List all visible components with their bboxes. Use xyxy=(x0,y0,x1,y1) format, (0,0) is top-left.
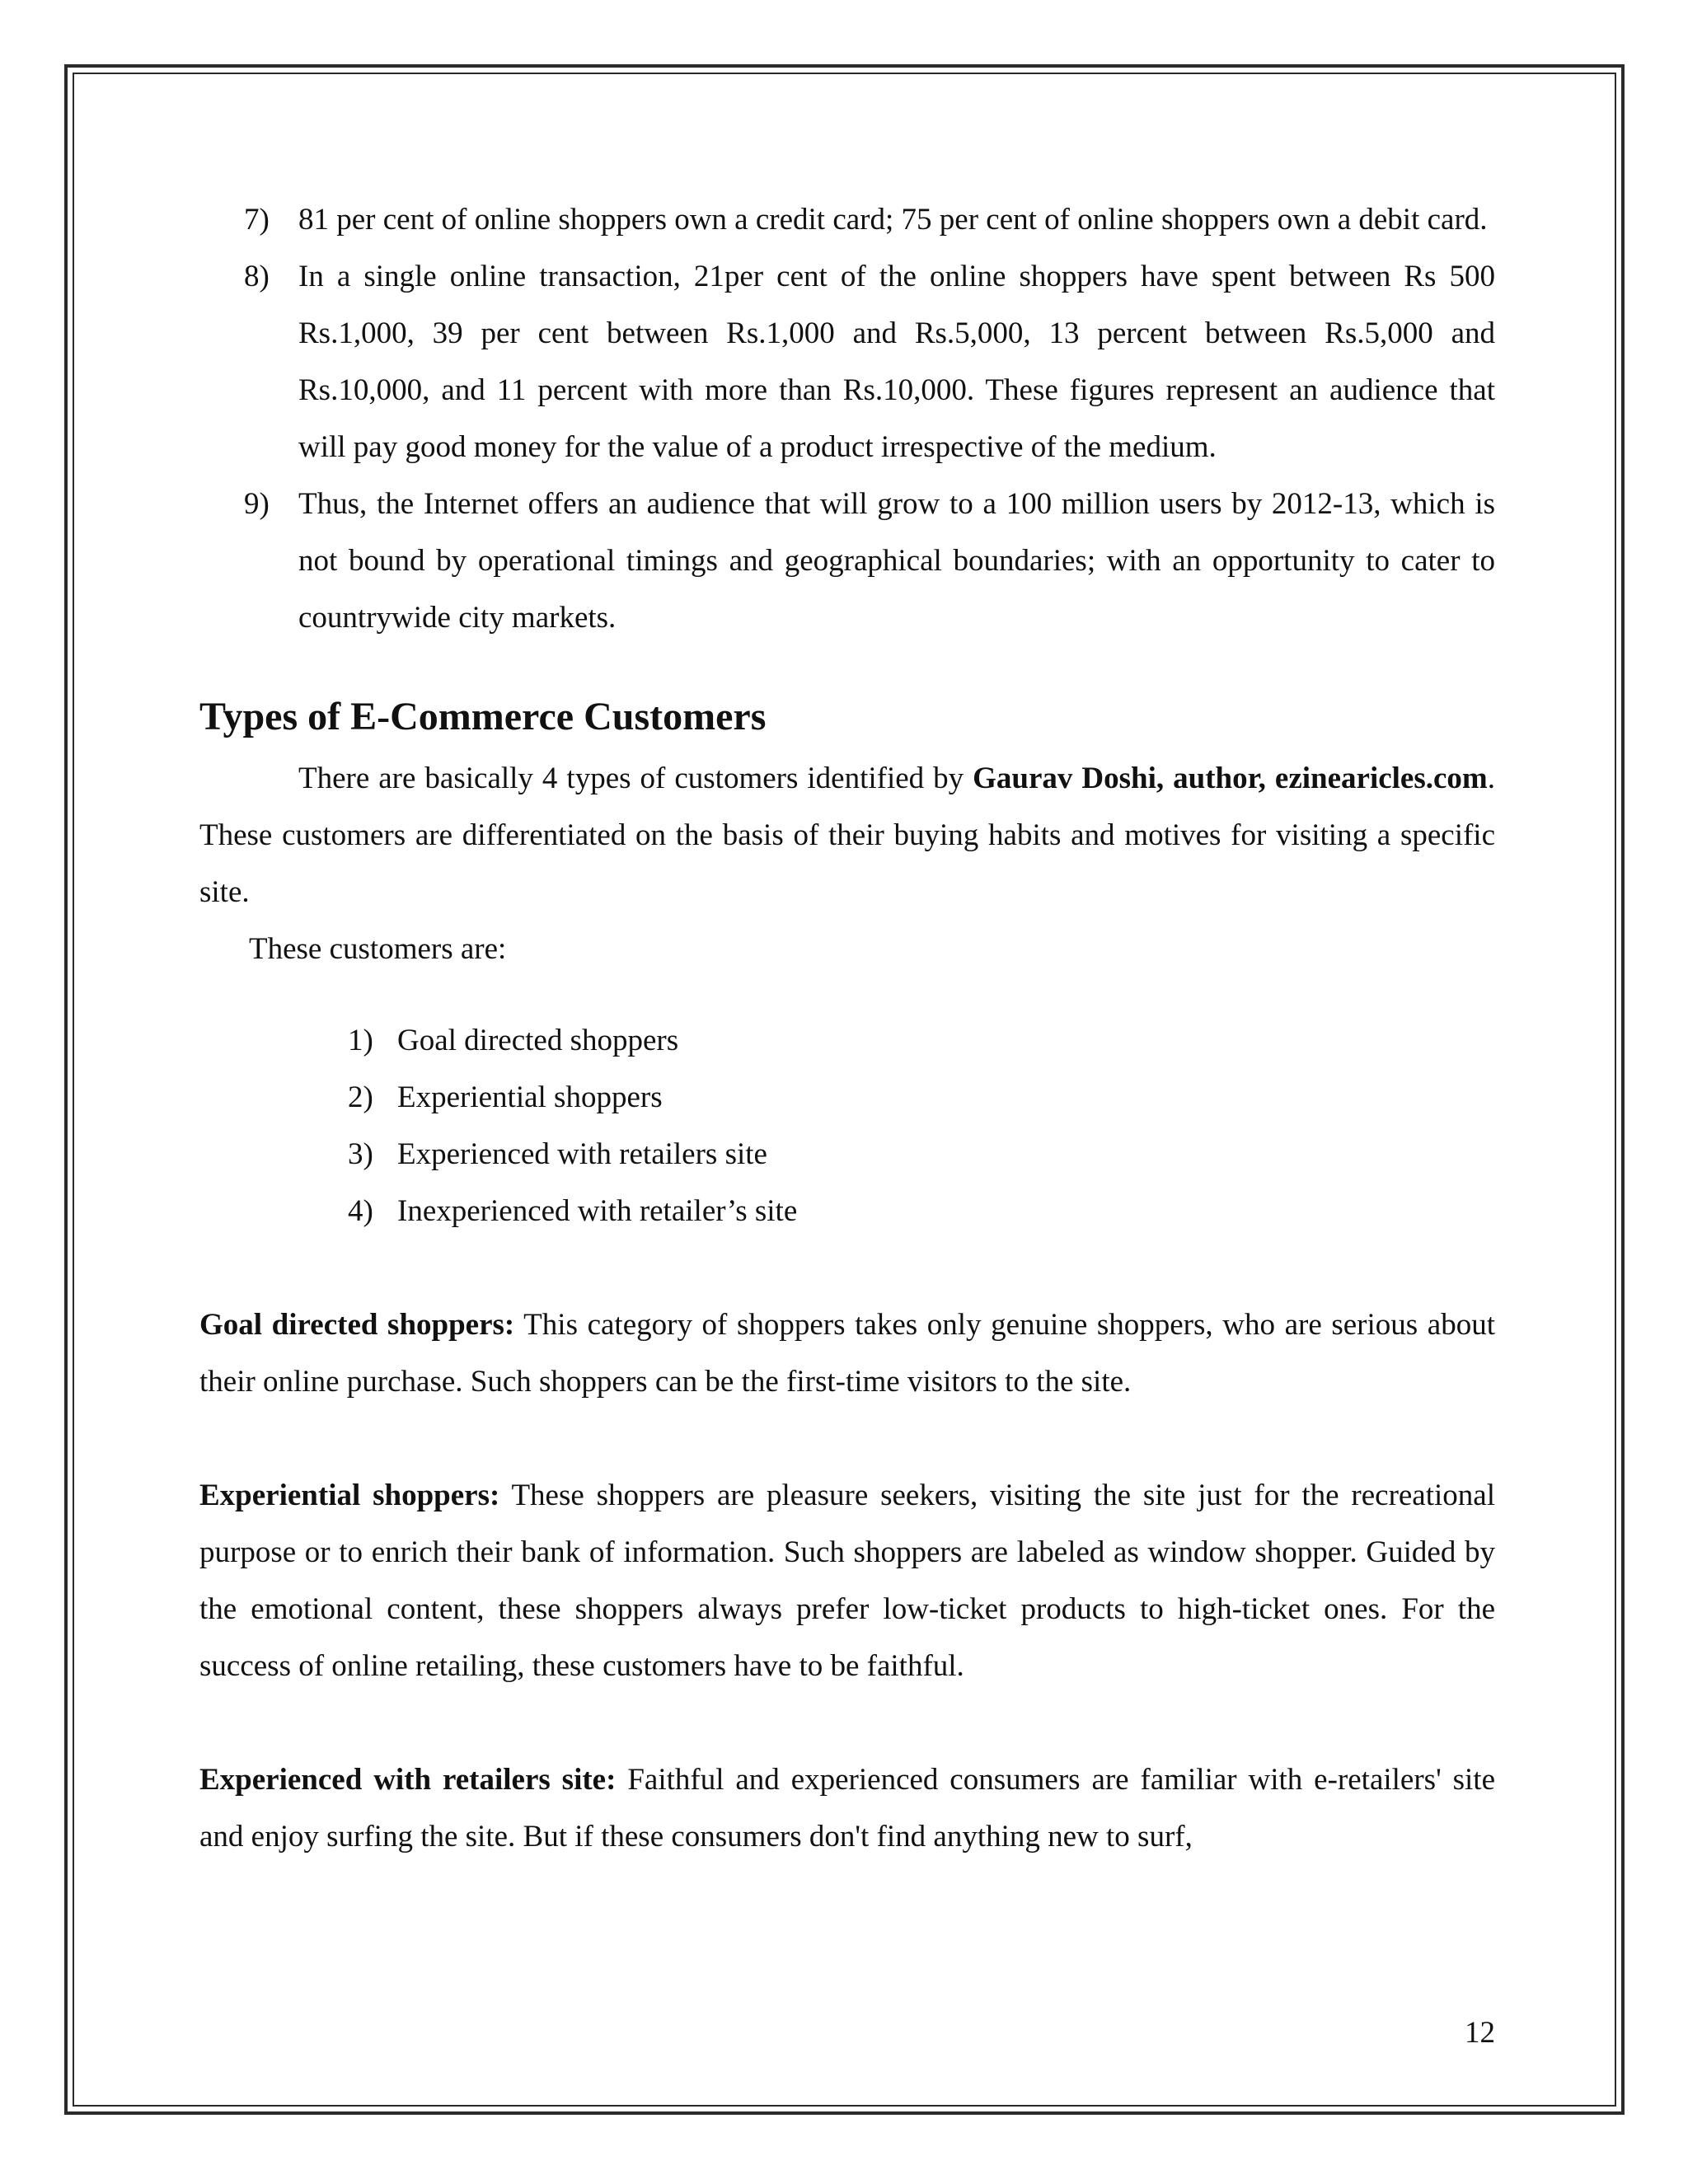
list-item-number: 8) xyxy=(244,260,270,293)
list-item-text: 81 per cent of online shoppers own a credit card; 75 per cent of online shoppers own a debit card. xyxy=(298,203,1488,237)
section-body: Faithful and experienced consumers are familiar with e-retailers' site and enjoy surfing the site. But if these consumers don't find anything new to surf, xyxy=(199,1763,1496,1854)
intro-paragraph xyxy=(199,750,1495,921)
list-item xyxy=(199,1126,1495,1183)
list-item xyxy=(199,248,1495,476)
list-item-text: Experienced with retailers site xyxy=(397,1137,767,1171)
customer-types-list xyxy=(199,1012,1495,1240)
list-item xyxy=(199,191,1495,248)
section-body: These shoppers are pleasure seekers, visiting the site just for the recreational purpose or to enrich their bank of information. Such shoppers are labeled as window shopper. Guided by the emotional content, these shoppers always prefer low-ticket products to high-ticket ones. For the success of online retailing, these customers have to be faithful. xyxy=(199,1479,1495,1683)
intro-text-end: . These customers are differentiated on the basis of their buying habits and motives for visiting a specific site. xyxy=(199,762,1496,909)
list-item xyxy=(199,1069,1495,1126)
list-item xyxy=(199,1012,1495,1069)
section-title: Experienced with retailers site: xyxy=(199,1763,617,1797)
list-item-number: 2) xyxy=(348,1080,373,1114)
list-item-number: 3) xyxy=(348,1137,373,1171)
section-experienced xyxy=(199,1751,1495,1865)
section-title: Experiential shoppers: xyxy=(199,1479,500,1512)
section-experiential xyxy=(199,1467,1495,1694)
list-item-text: Inexperienced with retailer’s site xyxy=(397,1194,798,1228)
page-content xyxy=(199,191,1495,1865)
intro-author: Gaurav Doshi, author, ezinearicles.com xyxy=(973,762,1488,795)
list-item-text: Goal directed shoppers xyxy=(397,1024,679,1057)
list-item xyxy=(199,1183,1495,1240)
section-goal-directed xyxy=(199,1296,1495,1410)
list-item-text: Thus, the Internet offers an audience that will grow to a 100 million users by 2012-13, which is not bound by operational timings and geographical boundaries; with an opportunity to cater to countrywide city markets. xyxy=(298,487,1495,635)
list-item-number: 9) xyxy=(244,487,270,521)
lead-text: These customers are: xyxy=(249,932,507,966)
list-item-number: 7) xyxy=(244,203,270,237)
list-item-text: Experiential shoppers xyxy=(397,1080,663,1114)
list-item-number: 1) xyxy=(348,1024,373,1057)
section-heading: Types of E-Commerce Customers xyxy=(199,695,767,738)
list-item-text: In a single online transaction, 21per cent of the online shoppers have spent between Rs 500 Rs.1,000, 39 per cent between Rs.1,000 and Rs.5,000, 13 percent between Rs.5,000 and Rs.10,000, and 11 percent with more than Rs.10,000. These figures represent an audience that will pay good money for the value of a product irrespective of the medium. xyxy=(298,260,1495,464)
intro-text-start: There are basically 4 types of customers identified by xyxy=(298,762,973,795)
statistics-list xyxy=(199,191,1495,646)
page-number: 12 xyxy=(1465,2016,1495,2050)
section-title: Goal directed shoppers: xyxy=(199,1308,515,1342)
list-item-number: 4) xyxy=(348,1194,373,1228)
list-item xyxy=(199,476,1495,646)
section-body: This category of shoppers takes only genuine shoppers, who are serious about their online purchase. Such shoppers can be the first-time visitors to the site. xyxy=(199,1308,1495,1399)
